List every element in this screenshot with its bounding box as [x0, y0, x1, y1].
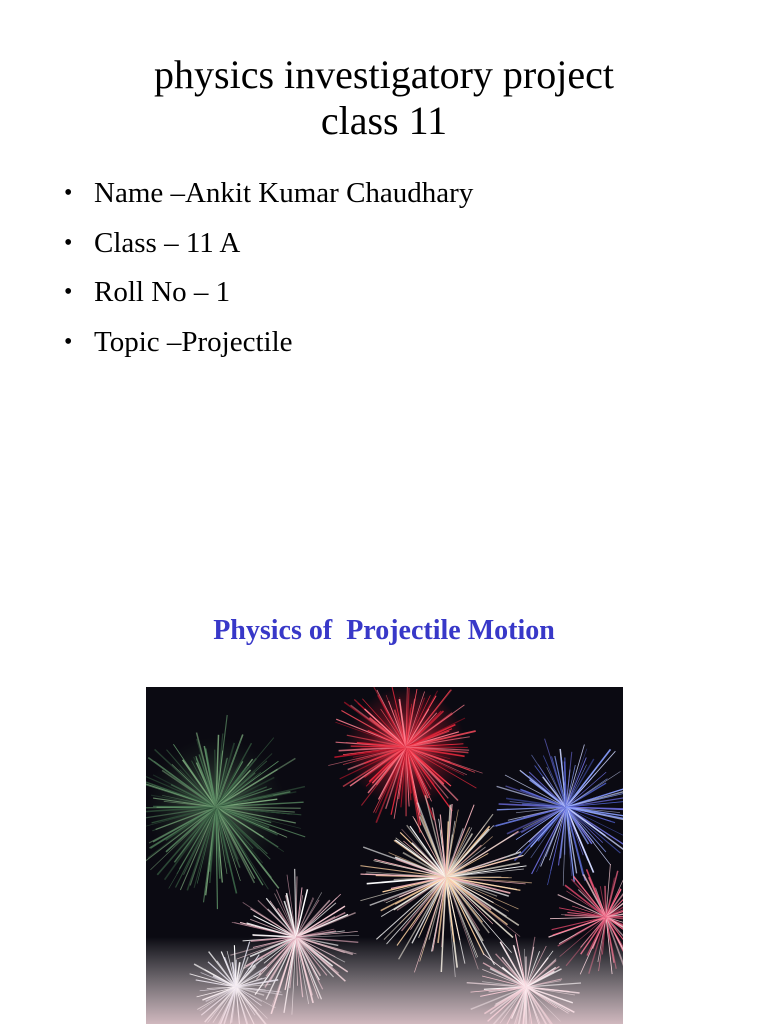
bullet-icon: •	[64, 279, 73, 305]
bullet-list	[62, 170, 473, 368]
fireworks-photo	[146, 687, 623, 1024]
bullet-item-class	[62, 220, 473, 270]
bullet-item-name	[62, 170, 473, 220]
bullet-text: Class – 11 A	[94, 226, 241, 259]
projectile-motion-slide	[0, 576, 768, 1024]
slide-heading: Physics of Projectile Motion	[213, 615, 555, 646]
slide-title-line-1: physics investigatory project	[154, 52, 614, 97]
bullet-text: Roll No – 1	[94, 276, 231, 308]
bullet-item-roll-no	[62, 269, 473, 319]
bullet-icon: •	[64, 180, 73, 206]
bullet-icon: •	[64, 328, 73, 355]
slide-title	[0, 52, 768, 144]
slide-title-line-2: class 11	[320, 98, 448, 143]
bullet-text: Topic –Projectile	[94, 325, 293, 358]
bullet-item-topic	[62, 319, 473, 369]
bullet-text: Name –Ankit Kumar Chaudhary	[94, 177, 474, 209]
bullet-icon: •	[64, 229, 73, 256]
